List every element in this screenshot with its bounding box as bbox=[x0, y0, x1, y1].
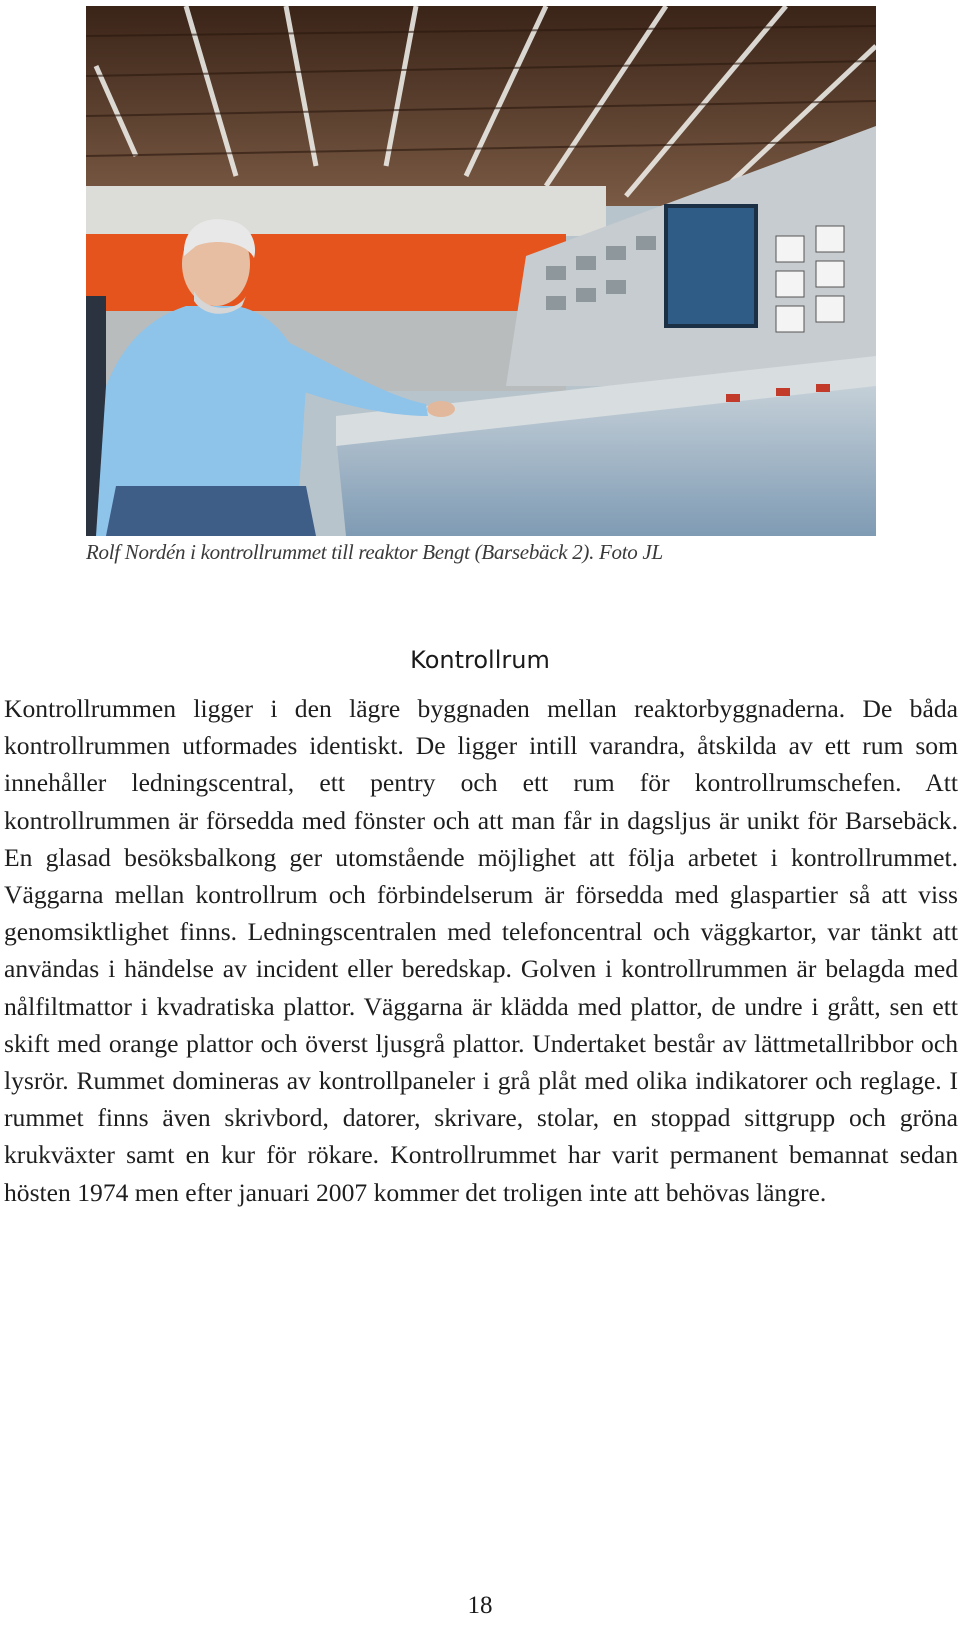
section-paragraph: Kontrollrummen ligger i den lägre byggnaden mellan reaktorbyggnaderna. De båda kontrollrummen utformades identiskt. De ligger intill varandra, åtskilda av ett rum som innehåller ledningscentral, ett pentry och ett rum för kontrollrumschefen. Att kontrollrummen är försedda med fönster och att man får in dagsljus är unikt för Barsebäck. En glasad besöksbalkong ger utomstående möjlighet att följa arbetet i kontrollrummet. Väggarna mellan kontrollrum och förbindelserum är försedda med glaspartier så att viss genomsiktlighet finns. Ledningscentralen med telefoncentral och väggkartor, var tänkt att användas i händelse av incident eller beredskap. Golven i kontrollrummen är belagda med nålfiltmattor i kvadratiska plattor. Väggarna är klädda med plattor, de undre i grått, sen ett skift med orange plattor och överst ljusgrå plattor. Undertaket består av lättmetallribbor och lysrör. Rummet domineras av kontrollpaneler i grå plåt med olika indikatorer och reglage. I rummet finns även skrivbord, datorer, skrivare, stolar, en stoppad sittgrupp och gröna krukväxter samt en kur för rökare. Kontrollrummet har varit permanent bemannat sedan hösten 1974 men efter januari 2007 kommer det troligen inte att behövas längre. bbox=[4, 694, 958, 1207]
photo-caption: Rolf Nordén i kontrollrummet till reaktor Bengt (Barsebäck 2). Foto JL bbox=[86, 540, 663, 564]
control-room-photo bbox=[86, 6, 876, 536]
control-room-illustration bbox=[86, 6, 876, 536]
section-heading: Kontrollrum bbox=[410, 646, 550, 674]
page-number: 18 bbox=[467, 1592, 493, 1619]
